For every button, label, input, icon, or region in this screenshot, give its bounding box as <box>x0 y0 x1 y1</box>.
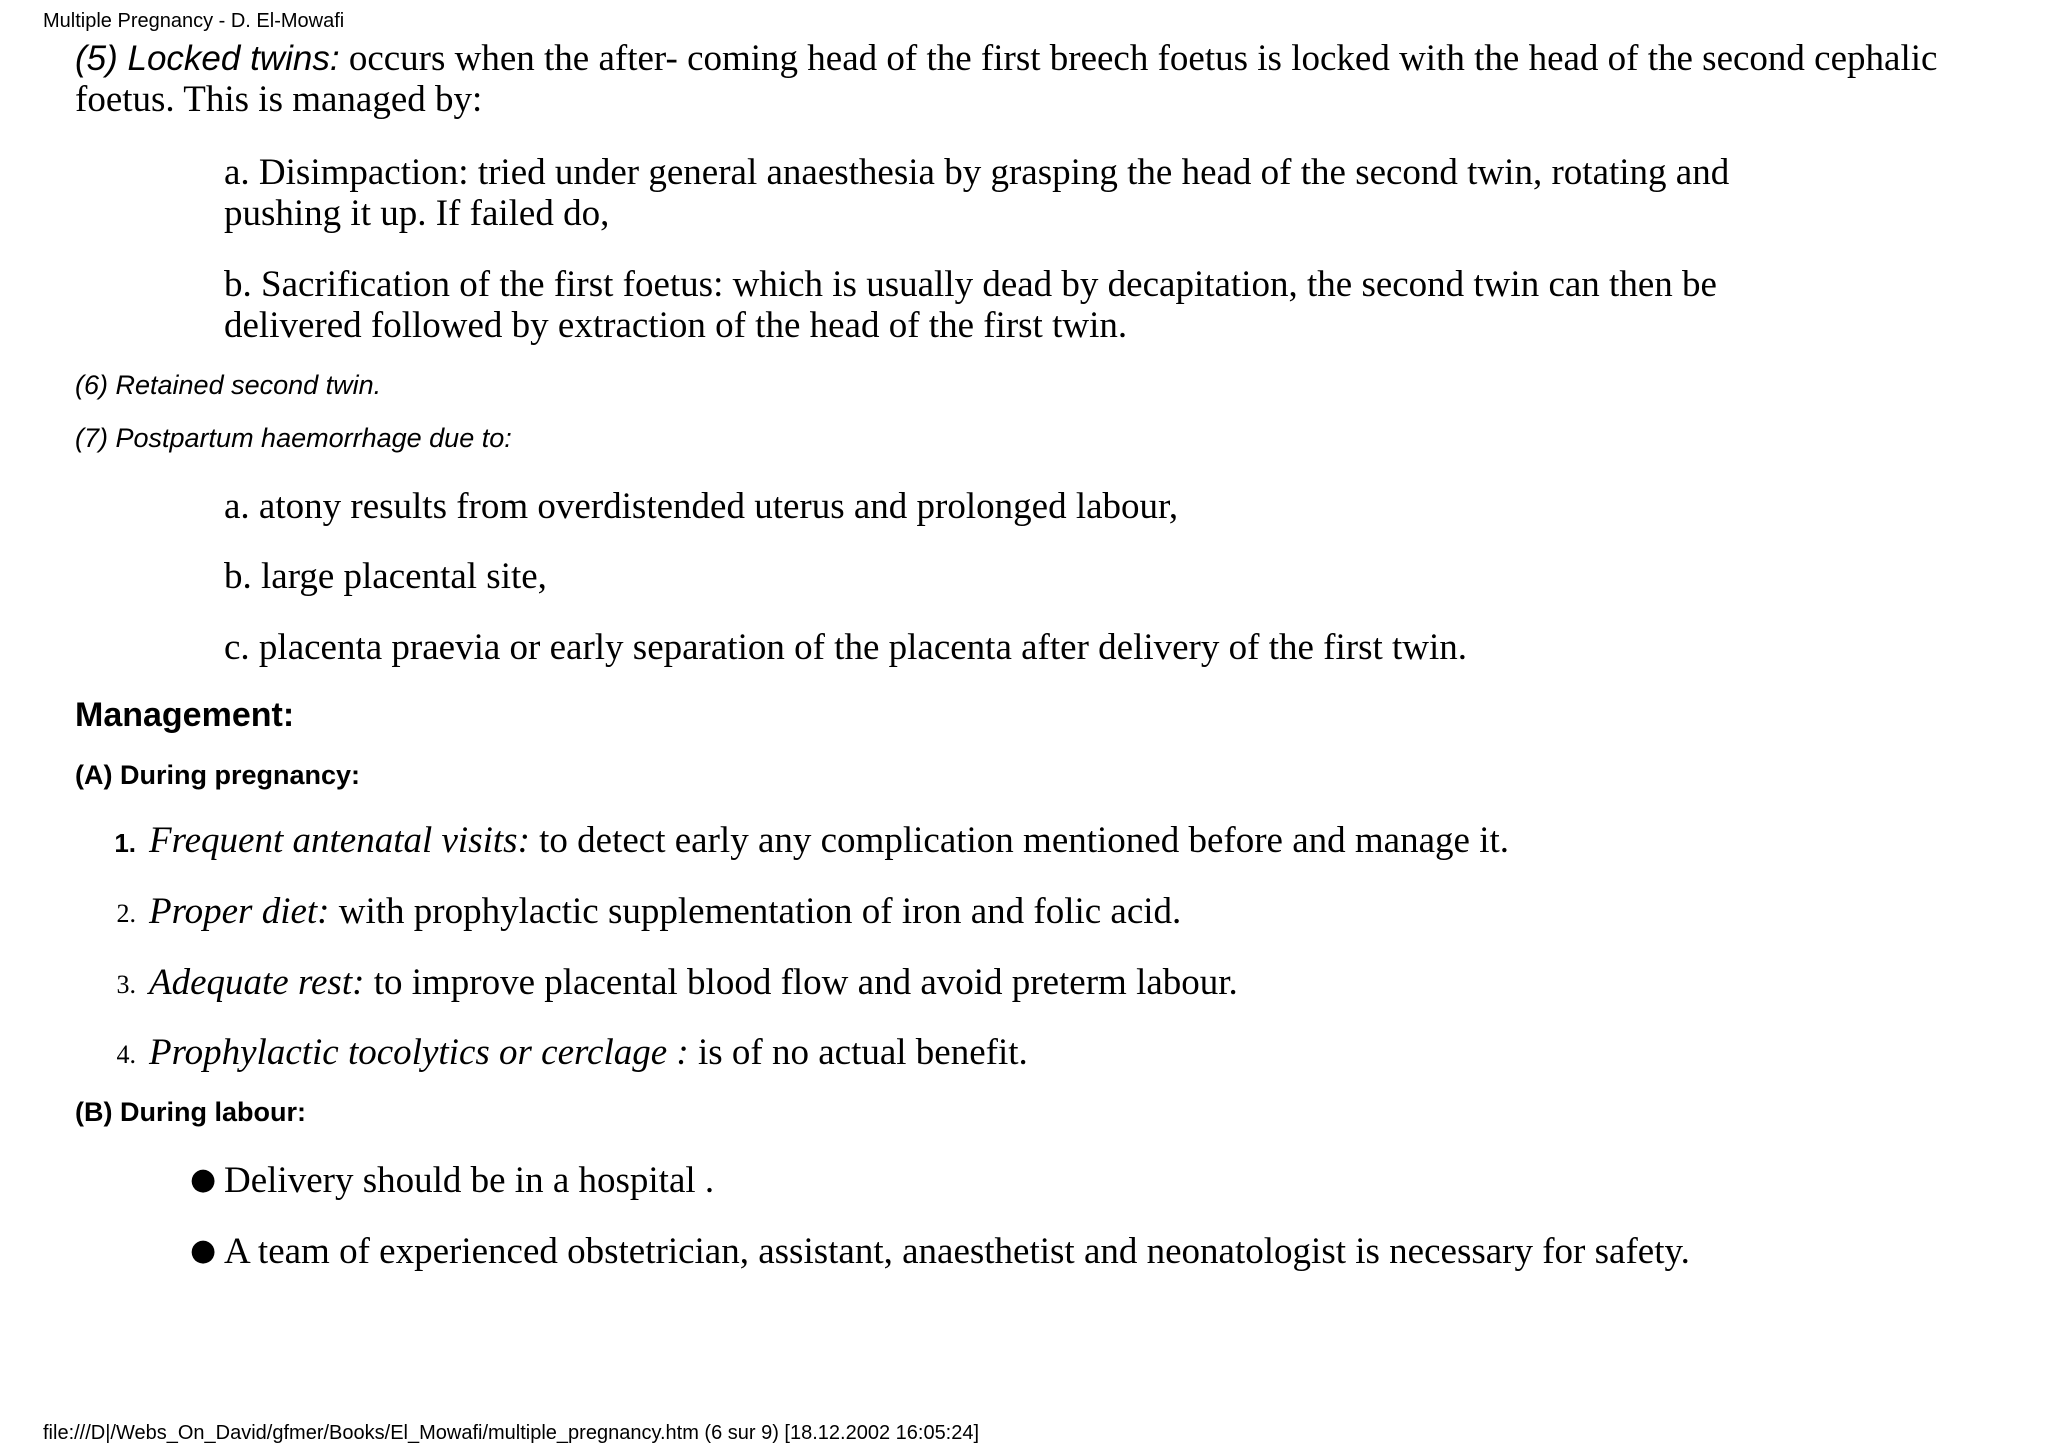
pregnancy-item-2 <box>149 891 1181 932</box>
page-footer-url: file:///D|/Webs_On_David/gfmer/Books/El_Mowafi/multiple_pregnancy.htm (6 sur 9) [18.12.2002 16:05:24] <box>43 1422 980 1444</box>
pregnancy-item-3 <box>149 962 1238 1003</box>
page-header: Multiple Pregnancy - D. El-Mowafi <box>43 10 345 32</box>
pregnancy-item-4-text: is of no actual benefit. <box>688 1032 1028 1073</box>
pregnancy-item-3-text: to improve placental blood flow and avoid preterm labour. <box>364 962 1238 1003</box>
management-heading: Management: <box>75 696 295 734</box>
pregnancy-item-4-lead: Prophylactic tocolytics or cerclage : <box>149 1032 689 1073</box>
pregnancy-item-1-text: to detect early any complication mentioned before and manage it. <box>529 820 1509 861</box>
labour-item-2: A team of experienced obstetrician, assistant, anaesthetist and neonatologist is necessary for safety. <box>224 1231 1690 1272</box>
pregnancy-item-2-lead: Proper diet: <box>149 891 330 932</box>
pregnancy-item-2-number: 2. <box>116 899 136 928</box>
section-5-item-b: b. Sacrification of the first foetus: which is usually dead by decapitation, the second twin can then be delivered followed by extraction of the head of the first twin. <box>224 264 1717 346</box>
section-7-item-b: b. large placental site, <box>224 556 547 597</box>
labour-item-1: Delivery should be in a hospital . <box>224 1160 715 1201</box>
section-5-text: occurs when the after- coming head of the first breech foetus is locked with the head of the second cephalic foetus. This is managed by: <box>75 38 1938 120</box>
bullet-icon: ● <box>190 1233 217 1268</box>
section-5-lead: (5) Locked twins: <box>75 39 340 78</box>
pregnancy-item-3-lead: Adequate rest: <box>149 962 365 1003</box>
pregnancy-item-3-number: 3. <box>116 970 136 999</box>
bullet-icon: ● <box>190 1162 217 1197</box>
pregnancy-item-1-lead: Frequent antenatal visits: <box>149 820 530 861</box>
during-labour-heading: (B) During labour: <box>75 1097 306 1127</box>
pregnancy-item-1-number: 1. <box>114 828 136 858</box>
section-5-item-a: a. Disimpaction: tried under general anaesthesia by grasping the head of the second twin, rotating and pushing it up. If failed do, <box>224 152 1730 234</box>
during-pregnancy-heading: (A) During pregnancy: <box>75 760 361 790</box>
pregnancy-item-4 <box>149 1032 1028 1073</box>
section-7-item-c: c. placenta praevia or early separation of the placenta after delivery of the first twin. <box>224 627 1468 668</box>
section-6-text: (6) Retained second twin. <box>75 370 382 400</box>
pregnancy-item-4-number: 4. <box>116 1040 136 1069</box>
section-7-item-a: a. atony results from overdistended uterus and prolonged labour, <box>224 486 1179 527</box>
pregnancy-item-2-text: with prophylactic supplementation of iron and folic acid. <box>329 891 1182 932</box>
pregnancy-item-1 <box>149 820 1509 861</box>
section-7-text: (7) Postpartum haemorrhage due to: <box>75 423 512 453</box>
section-5-paragraph <box>75 38 2035 120</box>
